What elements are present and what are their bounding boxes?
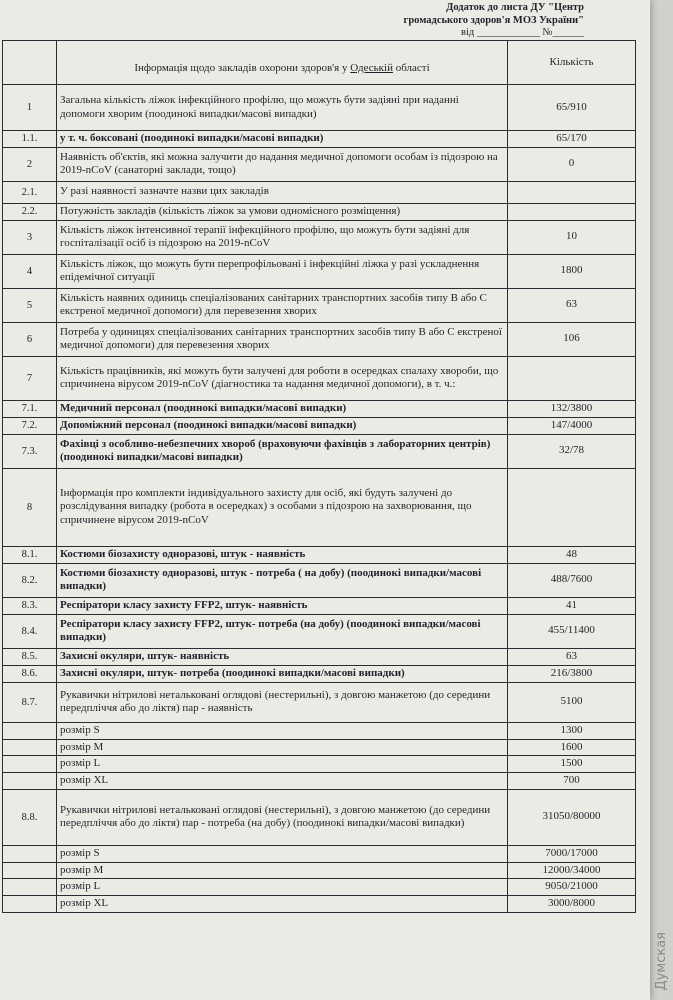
table-row xyxy=(3,434,636,468)
row-text: розмір XL xyxy=(57,773,508,790)
row-quantity: 63 xyxy=(508,648,636,665)
row-quantity: 1600 xyxy=(508,739,636,756)
row-quantity: 65/170 xyxy=(508,131,636,148)
table-row xyxy=(3,896,636,913)
table-row xyxy=(3,739,636,756)
row-text: розмір XL xyxy=(57,896,508,913)
row-text: у т. ч. боксовані (поодинокі випадки/масові випадки) xyxy=(57,131,508,148)
data-table xyxy=(2,40,636,913)
row-text: Респіратори класу захисту FFP2, штук- наявність xyxy=(57,597,508,614)
row-number xyxy=(3,862,57,879)
table-row xyxy=(3,597,636,614)
table-row xyxy=(3,417,636,434)
row-number: 4 xyxy=(3,254,57,288)
row-number: 2 xyxy=(3,147,57,181)
row-quantity: 3000/8000 xyxy=(508,896,636,913)
row-number: 7 xyxy=(3,356,57,400)
table-row xyxy=(3,181,636,203)
row-quantity: 700 xyxy=(508,773,636,790)
table-row xyxy=(3,879,636,896)
row-text: розмір L xyxy=(57,756,508,773)
row-quantity xyxy=(508,468,636,546)
row-quantity: 9050/21000 xyxy=(508,879,636,896)
row-quantity: 147/4000 xyxy=(508,417,636,434)
table-row xyxy=(3,665,636,682)
row-text: розмір S xyxy=(57,722,508,739)
row-number: 8.4. xyxy=(3,614,57,648)
row-text: розмір L xyxy=(57,879,508,896)
table-row xyxy=(3,756,636,773)
row-quantity xyxy=(508,181,636,203)
title-suffix: області xyxy=(392,61,430,74)
table-row xyxy=(3,773,636,790)
row-number: 8.7. xyxy=(3,682,57,722)
row-quantity: 0 xyxy=(508,147,636,181)
row-quantity: 488/7600 xyxy=(508,563,636,597)
row-quantity xyxy=(508,356,636,400)
row-quantity: 106 xyxy=(508,322,636,356)
table-cell xyxy=(3,41,57,85)
row-quantity: 5100 xyxy=(508,682,636,722)
row-text: Інформація про комплекти індивідуального захисту для осіб, які будуть залучені до розслідування випадку (робота в осередках) з особами з підозрою на захворювання, що спричинене вірусом 2019-nCoV xyxy=(57,468,508,546)
row-number xyxy=(3,845,57,862)
row-text: Захисні окуляри, штук- потреба (поодинокі випадки/масові випадки) xyxy=(57,665,508,682)
row-quantity: 41 xyxy=(508,597,636,614)
row-quantity: 63 xyxy=(508,288,636,322)
row-text: Наявність об'єктів, які можна залучити до надання медичної допомоги особам із підозрою на 2019-nCoV (санаторні заклади, тощо) xyxy=(57,147,508,181)
table-row xyxy=(3,845,636,862)
row-text: У разі наявності зазначте назви цих закладів xyxy=(57,181,508,203)
table-row xyxy=(3,203,636,220)
row-quantity: 216/3800 xyxy=(508,665,636,682)
table-row xyxy=(3,789,636,845)
table-row xyxy=(3,862,636,879)
table-row xyxy=(3,322,636,356)
table-row xyxy=(3,400,636,417)
row-quantity xyxy=(508,203,636,220)
row-number xyxy=(3,773,57,790)
row-number: 2.1. xyxy=(3,181,57,203)
row-number xyxy=(3,739,57,756)
row-number: 8 xyxy=(3,468,57,546)
row-quantity: 1500 xyxy=(508,756,636,773)
row-quantity: 12000/34000 xyxy=(508,862,636,879)
row-text: Кількість працівників, які можуть бути залучені для роботи в осередках спалаху хвороби, що спричинена вірусом 2019-nCoV (діагностика та надання медичної допомоги), в т. ч.: xyxy=(57,356,508,400)
table-row xyxy=(3,722,636,739)
header-line-1: Додаток до листа ДУ "Центр xyxy=(446,2,584,13)
row-number: 8.6. xyxy=(3,665,57,682)
row-quantity: 10 xyxy=(508,220,636,254)
row-quantity: 1300 xyxy=(508,722,636,739)
row-text: розмір S xyxy=(57,845,508,862)
row-text: Костюми біозахисту одноразові, штук - потреба ( на добу) (поодинокі випадки/масові випадки) xyxy=(57,563,508,597)
row-number xyxy=(3,896,57,913)
header-line-3: від ____________ №______ xyxy=(461,27,584,39)
row-number xyxy=(3,879,57,896)
row-text: Костюми біозахисту одноразові, штук - наявність xyxy=(57,546,508,563)
row-text: Респіратори класу захисту FFP2, штук- потреба (на добу) (поодинокі випадки/масові випадки) xyxy=(57,614,508,648)
table-row xyxy=(3,563,636,597)
table-title xyxy=(57,41,508,85)
row-quantity: 455/11400 xyxy=(508,614,636,648)
row-quantity: 132/3800 xyxy=(508,400,636,417)
row-text: Кількість ліжок інтенсивної терапії інфекційного профілю, що можуть бути задіяні для госпіталізації осіб із підозрою на 2019-nCoV xyxy=(57,220,508,254)
row-number: 3 xyxy=(3,220,57,254)
row-number: 2.2. xyxy=(3,203,57,220)
row-quantity: 65/910 xyxy=(508,85,636,131)
row-number: 8.8. xyxy=(3,789,57,845)
table-row xyxy=(3,85,636,131)
row-text: Фахівці з особливо-небезпечних хвороб (враховуючи фахівців з лабораторних центрів) (поодинокі випадки/масові випадки) xyxy=(57,434,508,468)
table-row xyxy=(3,614,636,648)
table-title-row xyxy=(3,41,636,85)
row-number: 1 xyxy=(3,85,57,131)
table-row xyxy=(3,288,636,322)
row-quantity: 1800 xyxy=(508,254,636,288)
row-text: Загальна кількість ліжок інфекційного профілю, що можуть бути задіяні при наданні допомоги хворим (поодинокі випадки/масові випадки) xyxy=(57,85,508,131)
table-row xyxy=(3,546,636,563)
row-quantity: 7000/17000 xyxy=(508,845,636,862)
row-quantity: 48 xyxy=(508,546,636,563)
row-text: Кількість ліжок, що можуть бути перепрофільовані і інфекційні ліжка у разі ускладнення епідемічної ситуації xyxy=(57,254,508,288)
row-text: Потреба у одиницях спеціалізованих санітарних транспортних засобів типу В або С екстреної медичної допомоги) для перевезення хворих xyxy=(57,322,508,356)
table-row xyxy=(3,220,636,254)
row-quantity: 32/78 xyxy=(508,434,636,468)
row-text: Кількість наявних одиниць спеціалізованих санітарних транспортних засобів типу В або С екстреної медичної допомоги) для перевезення хворих xyxy=(57,288,508,322)
row-text: розмір M xyxy=(57,862,508,879)
row-number xyxy=(3,722,57,739)
table-row xyxy=(3,648,636,665)
table-row xyxy=(3,468,636,546)
row-number: 8.5. xyxy=(3,648,57,665)
document-header xyxy=(344,2,584,40)
row-text: Рукавички нітрилові неталькованi оглядові (нестерильні), з довгою манжетою (до середини передпліччя або до ліктя) пар - потреба (на добу) (поодинокі випадки/масові випадки) xyxy=(57,789,508,845)
title-prefix: Інформація щодо закладів охорони здоров'я у xyxy=(134,61,351,74)
row-text: Рукавички нітрилові неталькованi оглядові (нестерильні), з довгою манжетою (до середини передпліччя або до ліктя) пар - наявність xyxy=(57,682,508,722)
row-text: Допоміжний персонал (поодинокі випадки/масові випадки) xyxy=(57,417,508,434)
quantity-header: Кількість xyxy=(508,41,636,85)
table-row xyxy=(3,356,636,400)
title-region: Одеській xyxy=(350,61,393,74)
row-text: Потужність закладів (кількість ліжок за умови одномісного розміщення) xyxy=(57,203,508,220)
row-number: 5 xyxy=(3,288,57,322)
row-text: Медичний персонал (поодинокі випадки/масові випадки) xyxy=(57,400,508,417)
table-row xyxy=(3,682,636,722)
row-number: 7.1. xyxy=(3,400,57,417)
header-line-2: громадського здоров'я МОЗ України" xyxy=(403,14,584,26)
table-row xyxy=(3,254,636,288)
row-number: 1.1. xyxy=(3,131,57,148)
row-text: Захисні окуляри, штук- наявність xyxy=(57,648,508,665)
row-number: 7.3. xyxy=(3,434,57,468)
row-number xyxy=(3,756,57,773)
row-number: 7.2. xyxy=(3,417,57,434)
row-number: 8.2. xyxy=(3,563,57,597)
row-number: 8.3. xyxy=(3,597,57,614)
row-text: розмір M xyxy=(57,739,508,756)
table-row xyxy=(3,131,636,148)
row-number: 6 xyxy=(3,322,57,356)
row-quantity: 31050/80000 xyxy=(508,789,636,845)
watermark: Думская xyxy=(654,931,669,990)
table-row xyxy=(3,147,636,181)
row-number: 8.1. xyxy=(3,546,57,563)
